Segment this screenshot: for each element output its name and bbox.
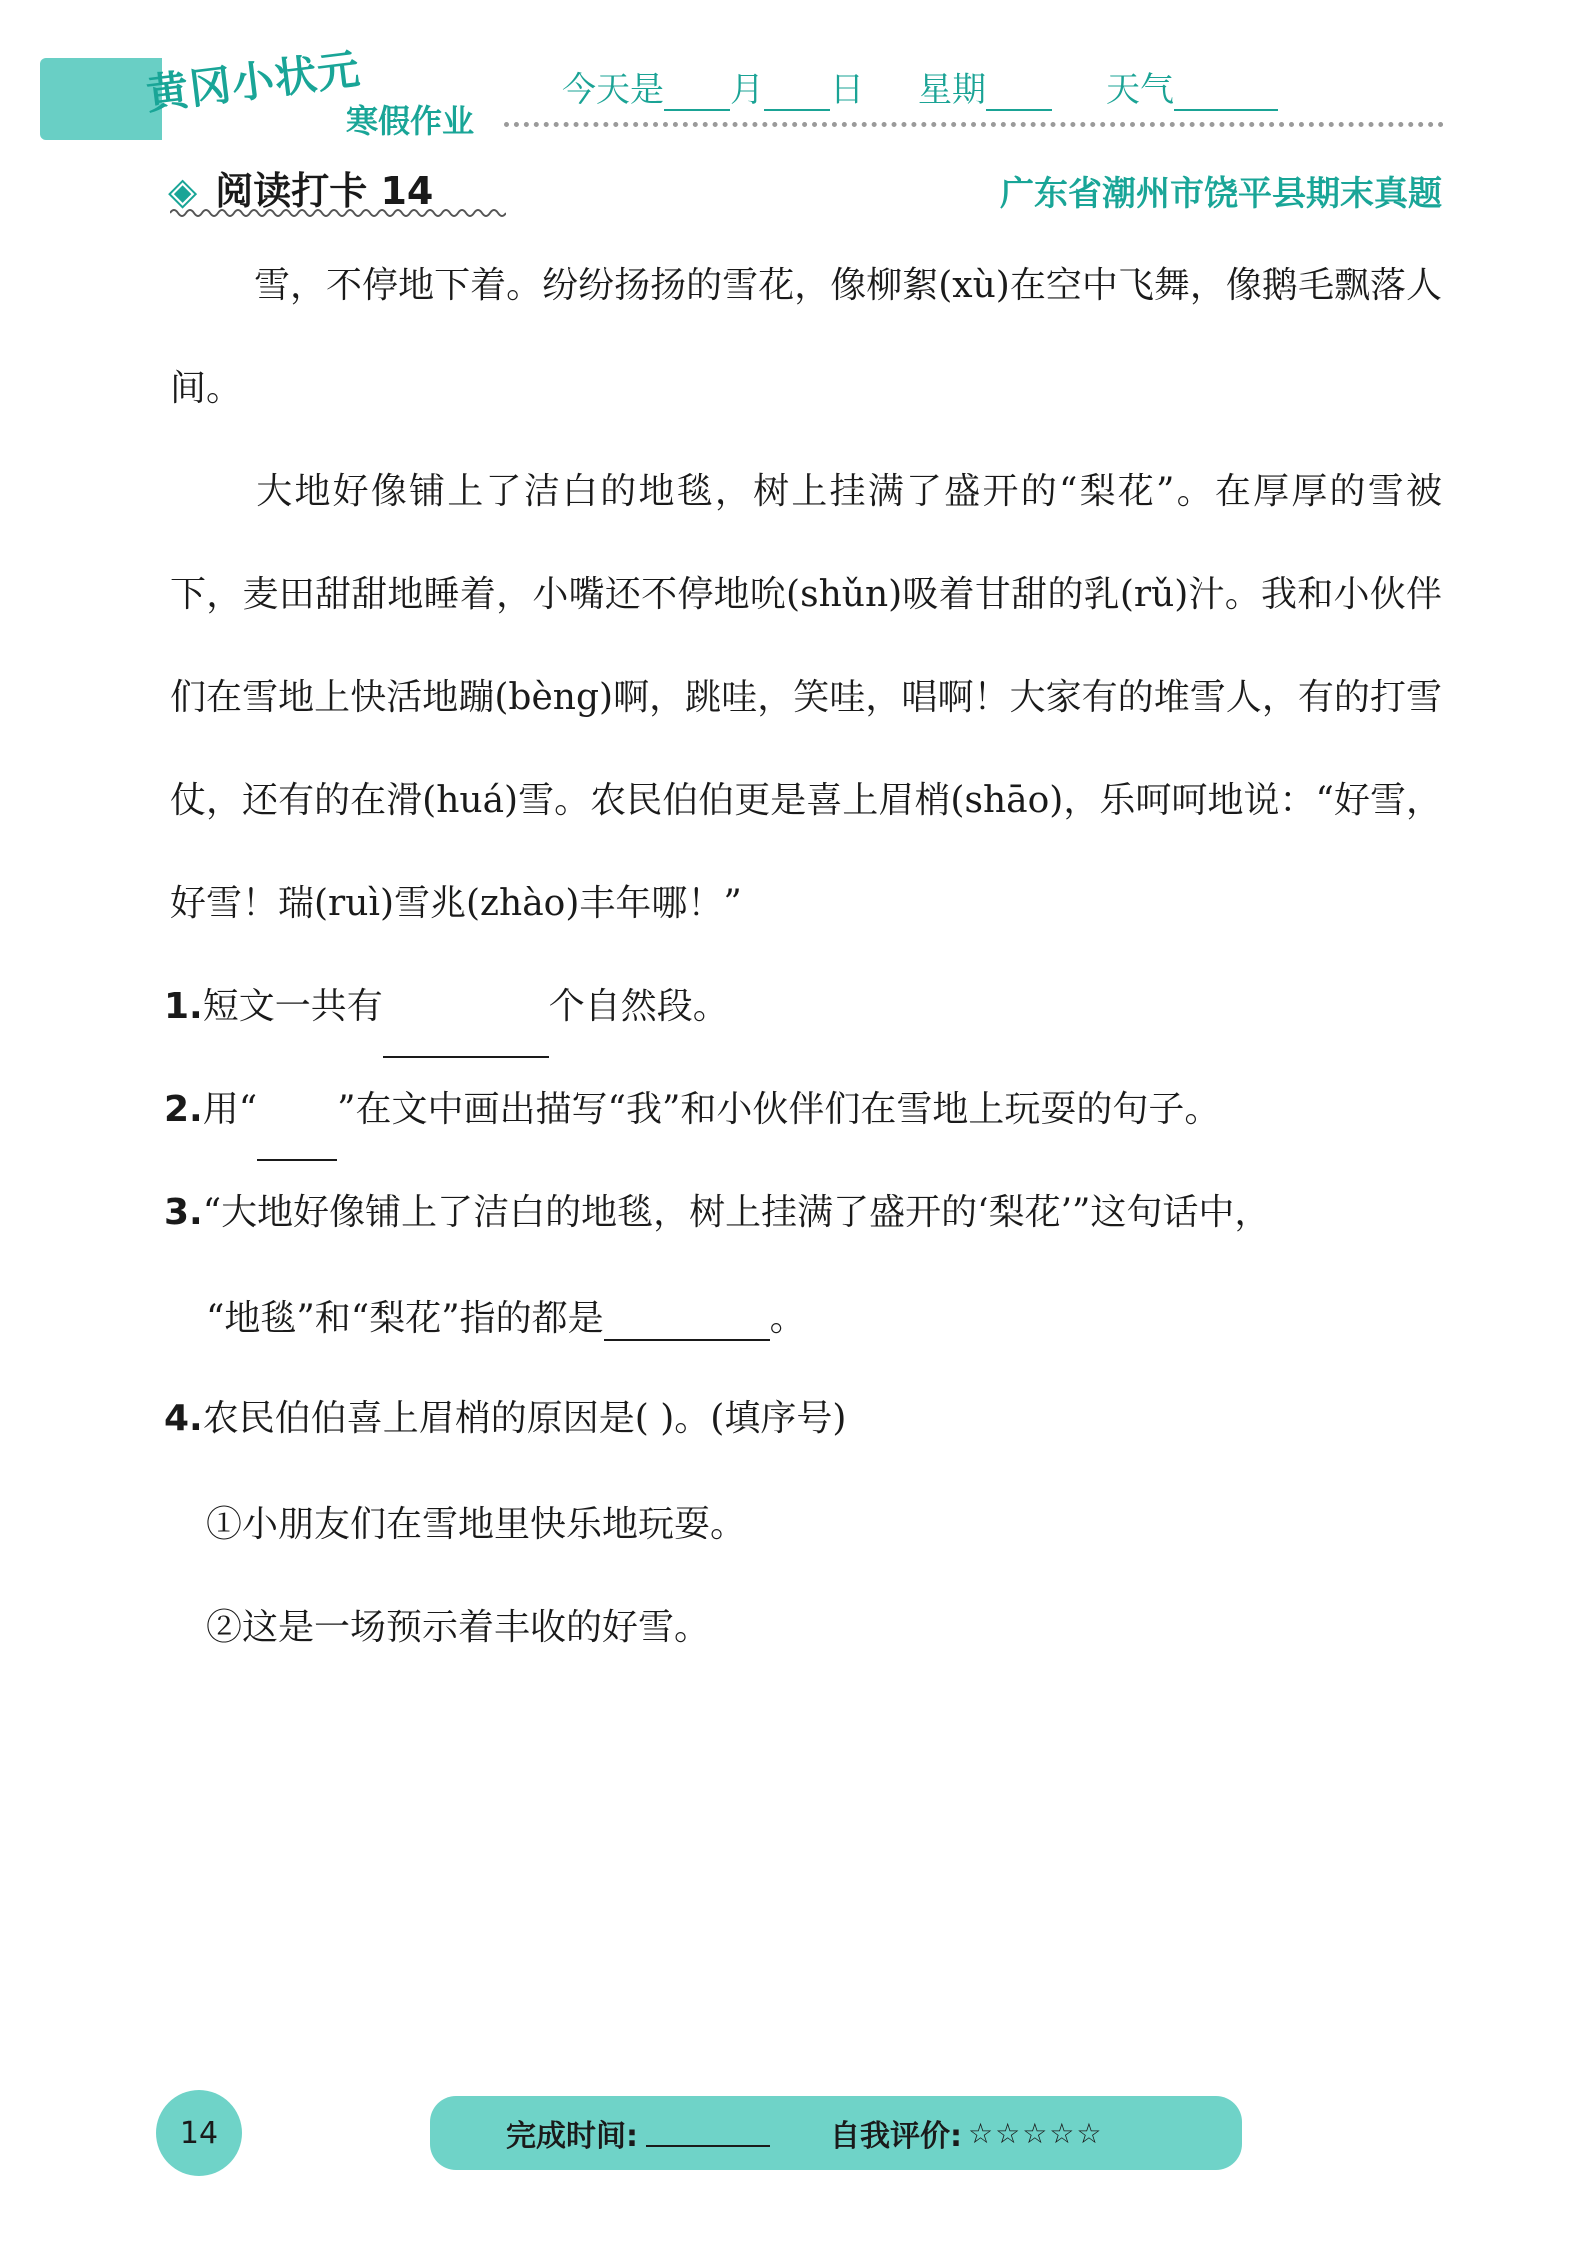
- passage-paragraph-1: 雪，不停地下着。纷纷扬扬的雪花，像柳絮(xù)在空中飞舞，像鹅毛飘落人间。: [170, 265, 1442, 409]
- month-blank[interactable]: [664, 79, 730, 111]
- month-label: 月: [730, 70, 764, 110]
- passage-paragraph-2: 大地好像铺上了洁白的地毯，树上挂满了盛开的“梨花”。在厚厚的雪被下，麦田甜甜地睡着，小嘴还不停地吮(shǔn)吸着甘甜的乳(rǔ)汁。我和小伙伴们在雪地上快活地蹦(bèng)啊，跳哇，笑哇，唱啊！大家有的堆雪人，有的打雪仗，还有的在滑(huá)雪。农民伯伯更是喜上眉梢(shāo)，乐呵呵地说：“好雪，好雪！瑞(ruì)雪兆(zhào)丰年哪！”: [170, 471, 1442, 924]
- wavy-underline: [170, 206, 506, 220]
- q3-answer-blank[interactable]: [604, 1309, 770, 1341]
- question-4: 4.农民伯伯喜上眉梢的原因是( )。(填序号): [164, 1398, 847, 1439]
- day-label: 日: [830, 70, 864, 110]
- brand-logo: 黄冈小状元: [143, 44, 364, 120]
- weather-blank[interactable]: [1174, 79, 1278, 111]
- q4-option-2: ②这是一场预示着丰收的好雪。: [206, 1607, 711, 1648]
- exam-source: 广东省潮州市饶平县期末真题: [1000, 174, 1442, 214]
- question-3: 3.“大地好像铺上了洁白的地毯，树上挂满了盛开的‘梨花’”这句话中，: [164, 1192, 1271, 1233]
- weekday-blank[interactable]: [986, 79, 1052, 111]
- date-line: [562, 62, 1278, 111]
- brand-subtitle: 寒假作业: [346, 102, 475, 140]
- question-3-continued: “地毯”和“梨花”指的都是 。: [206, 1298, 806, 1339]
- q2-line-sample: [257, 1129, 337, 1161]
- diamond-icon: ◈: [168, 169, 198, 213]
- self-rating-label: 自我评价:: [830, 2119, 962, 2154]
- question-2: 2.用“ ”在文中画出描写“我”和小伙伴们在雪地上玩耍的句子。: [164, 1058, 1454, 1161]
- page-number: 14: [156, 2090, 242, 2176]
- question-1: 1.短文一共有 个自然段。: [164, 955, 1454, 1058]
- section-title-text: 阅读打卡 14: [215, 169, 434, 213]
- rating-stars[interactable]: ☆☆☆☆☆: [968, 2116, 1104, 2150]
- q1-answer-blank[interactable]: [383, 1026, 549, 1058]
- day-blank[interactable]: [764, 79, 830, 111]
- completion-time-blank[interactable]: [646, 2119, 770, 2147]
- q4-option-1: ①小朋友们在雪地里快乐地玩耍。: [206, 1504, 747, 1545]
- weekday-label: 星期: [918, 70, 986, 110]
- weather-label: 天气: [1106, 70, 1174, 110]
- header-dotted-line: [504, 122, 1444, 127]
- completion-time-label: 完成时间:: [506, 2119, 638, 2154]
- date-prefix: 今天是: [562, 70, 664, 110]
- footer-bar: [430, 2096, 1242, 2170]
